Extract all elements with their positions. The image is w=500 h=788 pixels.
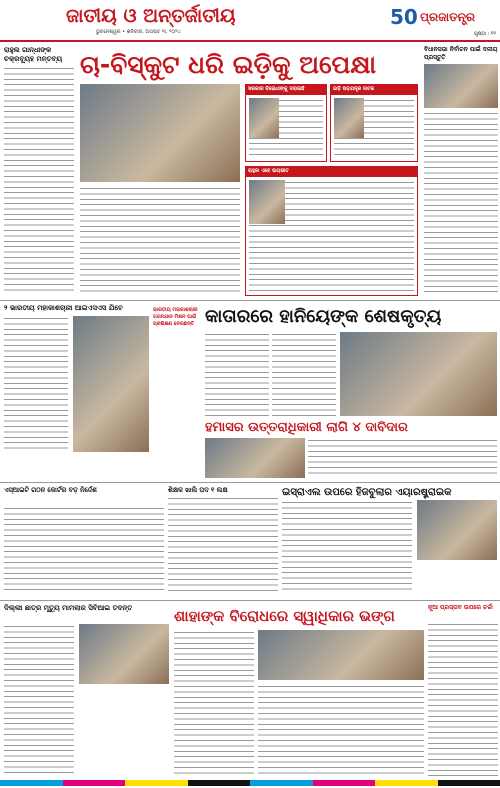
side-box-2 — [330, 84, 418, 162]
main-headline: ଚା-ବିସ୍କୁଟ ଧରି ଇଡ଼ିକୁ ଅପେକ୍ଷା — [80, 50, 377, 79]
astronaut-text — [4, 316, 68, 452]
hamas-text — [308, 438, 497, 478]
side-box-2-photo — [334, 98, 364, 138]
side-box-1-head: ସରକାର ବିରୋଧୀଙ୍କୁ ଡରାଉଛି — [246, 85, 326, 95]
qatar-text-1 — [205, 332, 269, 416]
sit-head: ଏସ୍‌ଆଇଟି ଗଠନ କୋର୍ଟର ବଡ଼ ନିର୍ଦ୍ଦେଶ — [4, 486, 97, 494]
right-top-photo — [424, 64, 498, 108]
masthead-rule — [0, 40, 500, 42]
row3-rule — [0, 600, 500, 601]
teacher-story — [168, 486, 278, 596]
section-title: ଜାତୀୟ ଓ ଅନ୍ତର୍ଜାତୀୟ — [66, 5, 236, 27]
right-bottom-text — [428, 622, 498, 776]
teacher-text — [168, 496, 278, 594]
parliament-photo — [80, 84, 240, 182]
sit-story — [4, 486, 164, 596]
delhi-story — [4, 604, 169, 778]
masthead — [0, 0, 500, 40]
pull-quote: ଭାରତୀୟ ମହାକାଶଚାରୀ ଗଗନଯାନ ମିଶନ ପାଇଁ ପ୍ରଶିକ୍ଷଣ ନେଉଛନ୍ତି — [153, 307, 198, 327]
logo-number: 50 — [390, 5, 418, 29]
funeral-photo — [340, 332, 497, 416]
logo-text: ପ୍ରଜାତନ୍ତ୍ର — [420, 10, 476, 24]
hezbollah-text — [282, 500, 412, 594]
teacher-head: ଶିକ୍ଷକ ଖାଲି ପଦ ୧ ଲକ୍ଷ — [168, 486, 228, 494]
astronaut-head: ୨ ଭାରତୀୟ ମହାକାଶଚାରୀ ଆଇଏସଏସ ଯିବେ — [4, 304, 123, 312]
registration-bar — [0, 780, 500, 788]
hamas-photos — [205, 438, 305, 478]
right-top-story — [424, 46, 498, 296]
left-column-text — [4, 66, 74, 294]
row1-rule — [0, 300, 500, 301]
right-top-head: ବିଧାନସଭା ନିର୍ବାଚନ ପାଇଁ ଦଳୀୟ ପ୍ରସ୍ତୁତି — [424, 46, 498, 61]
page-label: ପୃଷ୍ଠା : ୧୨ — [474, 31, 496, 37]
shah-text-2 — [258, 684, 424, 778]
hamas-headline: ହମାସର ଉତ୍ତରାଧିକାରୀ ଲାଗି ୪ ଦାବିଦାର — [205, 420, 408, 435]
sit-text — [4, 506, 164, 594]
side-box-2-head: ଇଡ଼ି ଷଡ଼ଯନ୍ତ୍ର ନାଟକ — [331, 85, 417, 95]
main-story-text — [80, 186, 240, 296]
side-box-3 — [245, 166, 418, 296]
shah-photos — [258, 630, 424, 680]
airstrike-photo — [417, 500, 497, 560]
side-box-3-head: ରାହୁଲ ଏବେ ଭୟଭୀତ — [246, 167, 417, 177]
date-line: ଭୁବନେଶ୍ୱର • ଶନିବାର, ଅଗଷ୍ଟ ୩, ୨୦୨୪ — [96, 29, 181, 35]
delhi-photos — [79, 624, 169, 684]
side-box-3-photo — [249, 180, 285, 224]
right-bottom-story — [428, 604, 498, 778]
hezbollah-head: ଇସ୍ରାଏଲ ଉପରେ ହିଜବୁଲାର ଏୟାରଷ୍ଟ୍ରାଇକ — [282, 487, 452, 498]
side-box-1 — [245, 84, 327, 162]
qatar-headline: କାତାରରେ ହାନିୟେଙ୍କ ଶେଷକୃତ୍ୟ — [205, 306, 442, 327]
shah-text-1 — [174, 630, 254, 778]
right-bottom-head: ନୂଆ ପ୍ରସ୍ତାବ ଉପରେ ଚର୍ଚ୍ଚା — [428, 604, 493, 611]
delhi-text — [4, 624, 74, 776]
right-top-text — [424, 111, 498, 295]
side-box-1-photo — [249, 98, 279, 138]
qatar-text-2 — [272, 332, 336, 416]
delhi-head: ଦିଲ୍ଲୀ ଛାତ୍ର ମୃତ୍ୟୁ ମାମଲାର ସିବିଆଇ ତଦନ୍ତ — [4, 604, 133, 612]
left-column-story — [4, 46, 74, 296]
astronaut-photo — [73, 316, 149, 452]
shah-headline: ଶାହାଙ୍କ ବିରୋଧରେ ସ୍ୱାଧିକାର ଭଙ୍ଗ — [174, 607, 395, 625]
astronaut-story — [4, 304, 149, 454]
left-column-head: ରାହୁଲ ଗାନ୍ଧୀଙ୍କ ଚକ୍ରବ୍ୟୂହ ମନ୍ତବ୍ୟ — [4, 46, 63, 63]
hezbollah-story — [282, 486, 497, 596]
row2-rule — [0, 482, 500, 483]
